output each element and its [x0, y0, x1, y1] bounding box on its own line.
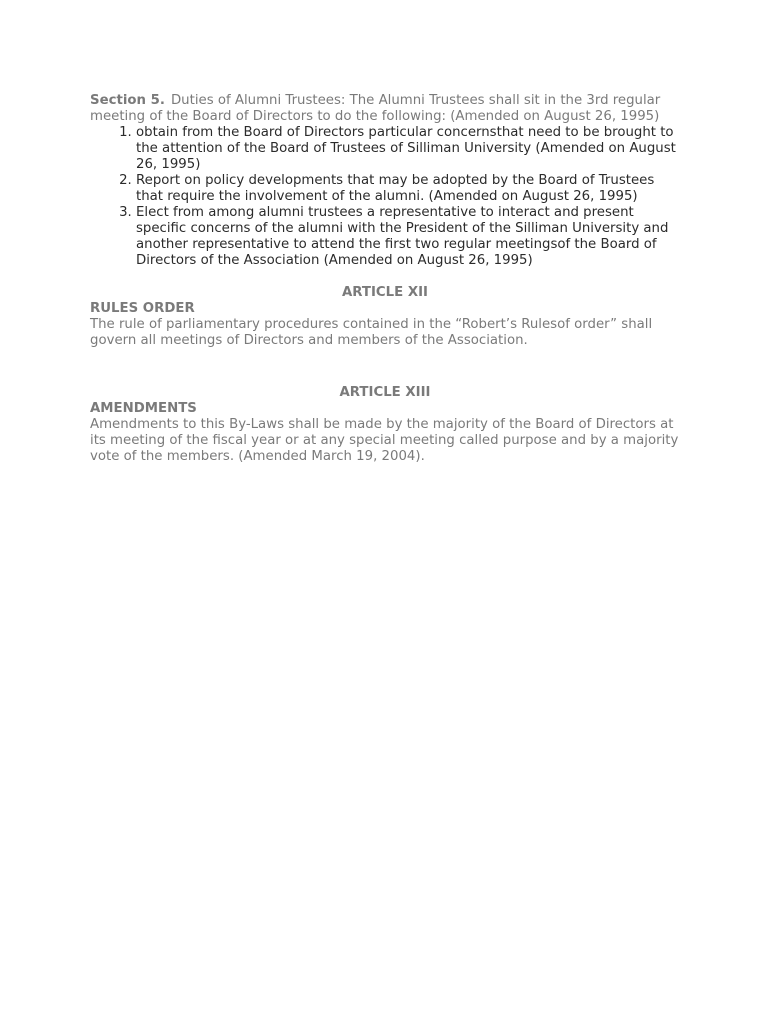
list-item: 1. obtain from the Board of Directors particular concernsthat need to be brought to the attention of the Board of Trustees of Silliman University (Amended on August 26, 1995): [136, 125, 680, 173]
document-page: [90, 93, 680, 465]
article-12-title: ARTICLE XII: [341, 285, 429, 300]
article-13-text: Amendments to this By-Laws shall be made by the majority of the Board of Directors at its meeting of the fiscal year or at any special meeting called purpose and by a majority vote of the members. (Amended March 19, 2004).: [90, 417, 679, 464]
duties-list: [90, 125, 680, 269]
list-item: 3. Elect from among alumni trustees a representative to interact and present specific concerns of the alumni with the President of the Silliman University and another representative to attend the first two regular meetingsof the Board of Directors of the Association (Amended on August 26, 1995): [136, 205, 680, 269]
article-13-title: ARTICLE XIII: [339, 385, 431, 400]
section-5-text: Duties of Alumni Trustees: The Alumni Trustees shall sit in the 3rd regular meeting of the Board of Directors to do the following: (Amended on August 26, 1995): [90, 93, 661, 124]
section-5-paragraph: [90, 93, 680, 125]
list-item: 2. Report on policy developments that may be adopted by the Board of Trustees that require the involvement of the alumni. (Amended on August 26, 1995): [136, 173, 680, 205]
spacer: [90, 269, 680, 285]
article-12-heading: RULES ORDER: [90, 301, 195, 316]
section-5-label: Section 5.: [90, 93, 165, 108]
spacer: [90, 349, 680, 385]
article-12-text: The rule of parliamentary procedures contained in the “Robert’s Rulesof order” shall govern all meetings of Directors and members of the Association.: [90, 317, 653, 348]
article-13-heading: AMENDMENTS: [90, 401, 197, 416]
